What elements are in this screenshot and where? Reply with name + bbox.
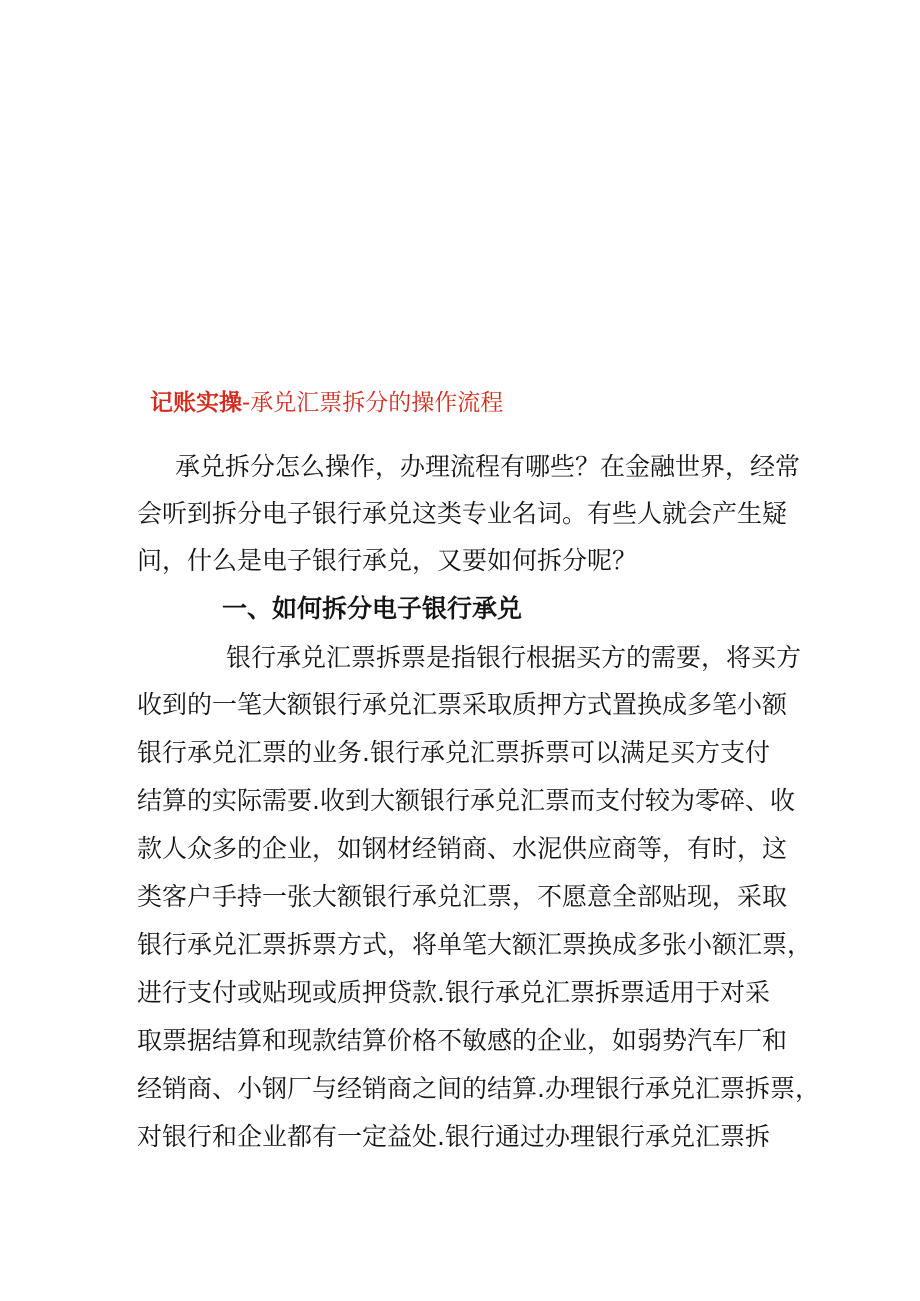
- body-line-11: 对银行和企业都有一定益处.银行通过办理银行承兑汇票拆: [137, 1122, 770, 1151]
- body-line-10: 经销商、小钢厂与经销商之间的结算.办理银行承兑汇票拆票，: [137, 1074, 820, 1103]
- body-line-4: 结算的实际需要.收到大额银行承兑汇票而支付较为零碎、收: [137, 786, 795, 815]
- body-line-5: 款人众多的企业，如钢材经销商、水泥供应商等，有时，这: [137, 834, 788, 863]
- body-line-7: 银行承兑汇票拆票方式，将单笔大额汇票换成多张小额汇票，: [137, 930, 813, 959]
- intro-line-3: 问，什么是电子银行承兑，又要如何拆分呢？: [137, 546, 638, 575]
- intro-line-2: 会听到拆分电子银行承兑这类专业名词。有些人就会产生疑: [137, 499, 788, 528]
- body-line-1: 银行承兑汇票拆票是指银行根据买方的需要，将买方: [226, 643, 802, 672]
- body-line-9: 取票据结算和现款结算价格不敏感的企业，如弱势汽车厂和: [137, 1026, 788, 1055]
- intro-line-1: 承兑拆分怎么操作，办理流程有哪些？在金融世界，经常: [175, 452, 801, 481]
- body-line-8: 进行支付或贴现或质押贷款.银行承兑汇票拆票适用于对采: [137, 978, 770, 1007]
- body-line-6: 类客户手持一张大额银行承兑汇票，不愿意全部贴现，采取: [137, 882, 788, 911]
- section-heading: 一、如何拆分电子银行承兑: [222, 594, 523, 623]
- body-line-3: 银行承兑汇票的业务.银行承兑汇票拆票可以满足买方支付: [137, 738, 770, 767]
- title-rest-part: -承兑汇票拆分的操作流程: [242, 390, 504, 416]
- document-title: [150, 383, 503, 423]
- title-bold-part: 记账实操: [150, 390, 242, 416]
- body-line-2: 收到的一笔大额银行承兑汇票采取质押方式置换成多笔小额: [137, 690, 788, 719]
